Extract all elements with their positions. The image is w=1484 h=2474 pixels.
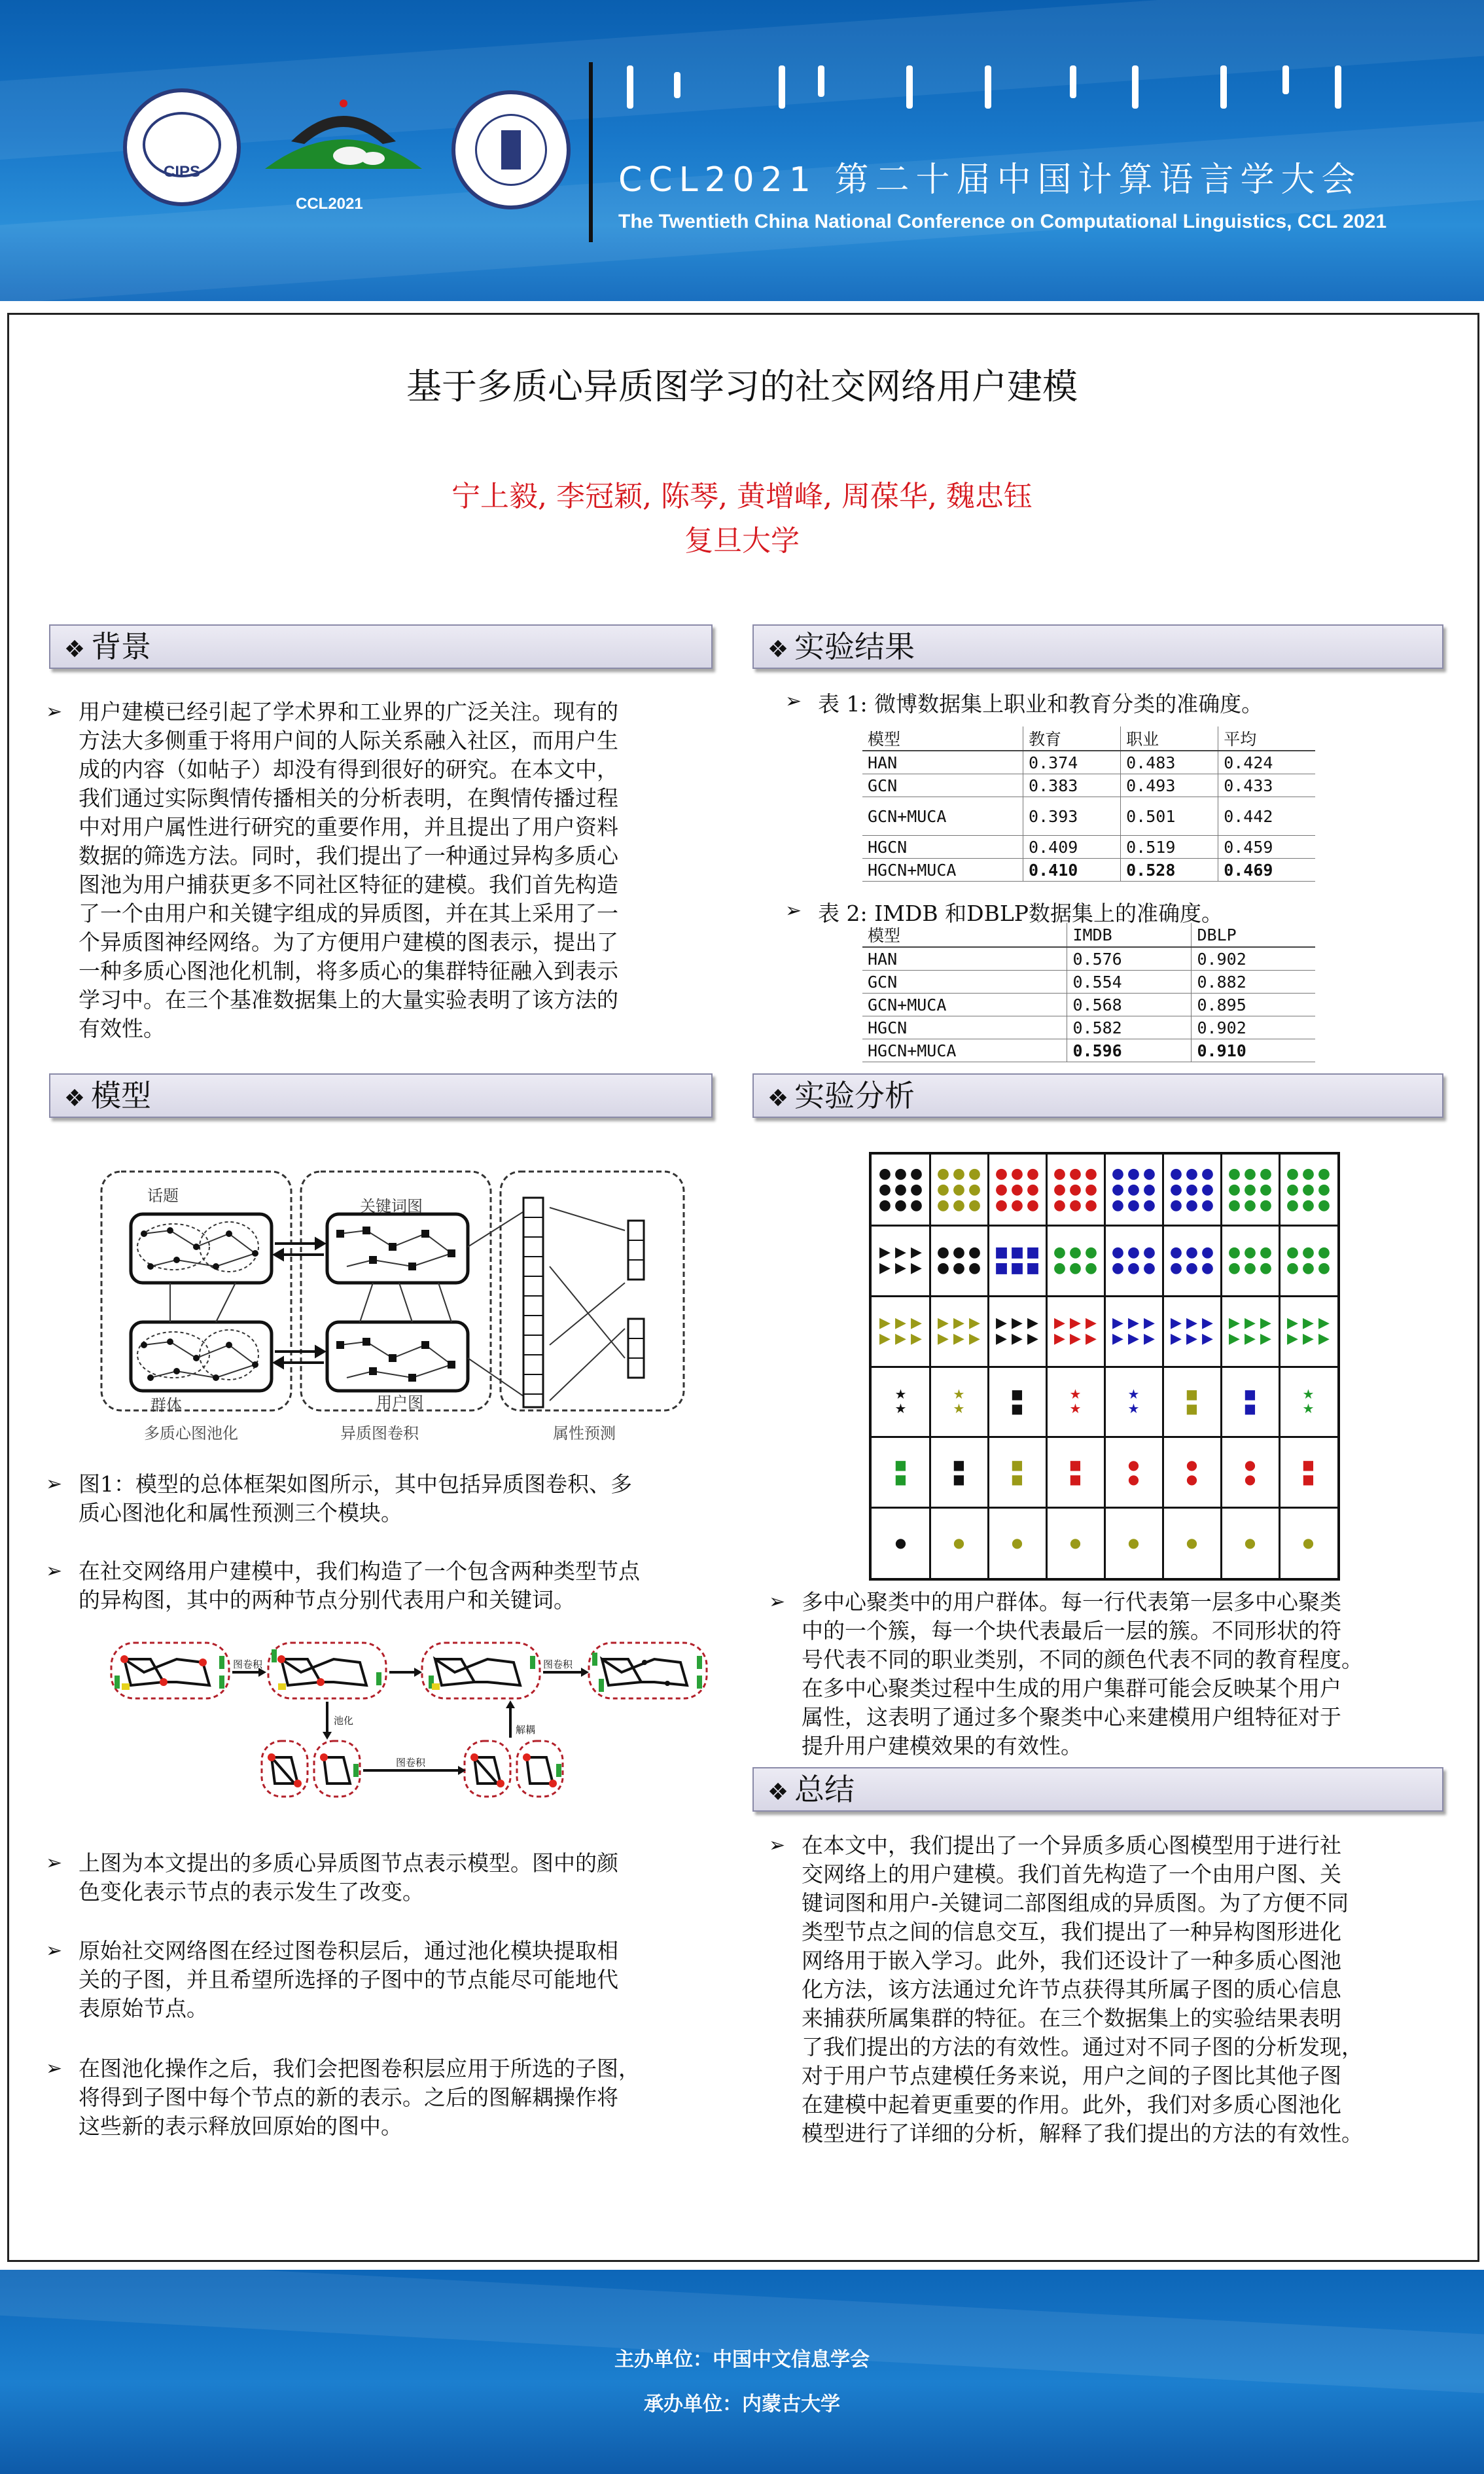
cluster-cell-dot-icon: ● ● ● ● ● ● ● ● ● — [1286, 1165, 1331, 1213]
cluster-cell-star-icon: ★ ★ — [894, 1386, 907, 1417]
cluster-cell-star-icon: ★ ★ — [1302, 1386, 1315, 1417]
table-cell: 0.528 — [1121, 859, 1218, 882]
diamond-bullet-icon: ❖ — [63, 636, 86, 663]
text-line: 在图池化操作之后，我们会把图卷积层应用于所选的子图， — [79, 2056, 640, 2081]
text-line: 关的子图，并且希望所选择的子图中的节点能尽可能地代 — [79, 1967, 618, 1992]
cluster-cell-dot-icon: ● — [1011, 1535, 1023, 1551]
table-row — [862, 1039, 1315, 1062]
figure-label-keyword-graph: 关键词图 — [360, 1197, 423, 1215]
table-header-cell: 模型 — [862, 923, 1067, 947]
text-line: 原始社交网络图在经过图卷积层后，通过池化模块提取相 — [79, 1938, 618, 1963]
conference-header — [0, 0, 1484, 301]
table-cell: GCN+MUCA — [862, 994, 1067, 1016]
text-line: 用户建模已经引起了学术界和工业界的广泛关注。现有的 — [79, 699, 618, 725]
text-line: 成的内容（如帖子）却没有得到很好的研究。在本文中， — [79, 757, 618, 782]
analysis-text — [802, 1588, 1363, 1761]
cluster-cell-dot-icon: ● ● ● ● ● ● ● ● ● — [936, 1165, 981, 1213]
text-line: 我们通过实际舆情传播相关的分析表明，在舆情传播过程 — [79, 785, 618, 811]
table-cell: HGCN+MUCA — [862, 1039, 1067, 1062]
arrow-bullet-icon: ➢ — [46, 1939, 63, 1962]
table-header-row — [862, 726, 1315, 751]
table-header-cell: 模型 — [862, 726, 1023, 751]
table-row — [862, 774, 1315, 797]
table-row — [862, 1016, 1315, 1039]
table-cell: 0.882 — [1192, 971, 1315, 994]
table-header-cell: 教育 — [1023, 726, 1121, 751]
table-cell: 0.410 — [1023, 859, 1121, 882]
arrow-bullet-icon: ➢ — [46, 1473, 63, 1496]
text-line: 数据的筛选方法。同时，我们提出了一种通过异构多质心 — [79, 843, 618, 869]
grid-row-divider — [872, 1507, 1337, 1509]
cluster-cell-sq-icon: ■ ■ — [1186, 1386, 1198, 1417]
table-cell: 0.519 — [1121, 836, 1218, 859]
table-header-cell: DBLP — [1192, 923, 1315, 947]
text-line: 学习中。在三个基准数据集上的大量实验表明了该方法的 — [79, 987, 618, 1013]
table-cell: 0.409 — [1023, 836, 1121, 859]
text-line: 个异质图神经网络。为了方便用户建模的图表示，提出了 — [79, 929, 618, 955]
text-line: 将得到子图中每个节点的新的表示。之后的图解耦操作将 — [79, 2085, 618, 2110]
diamond-bullet-icon: ❖ — [767, 636, 789, 663]
model-para-pooling — [79, 1937, 618, 2023]
pipeline-label-conv1: 图卷积 — [233, 1658, 263, 1670]
figure-label-attribute-prediction: 属性预测 — [553, 1424, 616, 1443]
table-cell: 0.554 — [1067, 971, 1192, 994]
cluster-cell-tri-icon: ▶ ▶ ▶ ▶ ▶ ▶ — [1229, 1314, 1271, 1347]
text-line: 交网络上的用户建模。我们首先构造了一个由用户图、关 — [802, 1861, 1341, 1887]
table-cell: HGCN — [862, 836, 1023, 859]
paper-affiliation: 复旦大学 — [684, 524, 800, 558]
text-line: 在建模中起着更重要的作用。此外，我们对多质心图池化 — [802, 2092, 1341, 2117]
model-para-decoupling — [79, 2054, 640, 2141]
table-cell: 0.424 — [1218, 751, 1315, 774]
table-cell: 0.902 — [1192, 1016, 1315, 1039]
table-cell: 0.568 — [1067, 994, 1192, 1016]
cluster-cell-star-icon: ★ ★ — [1069, 1386, 1082, 1417]
table-cell: 0.902 — [1192, 947, 1315, 971]
table-row — [862, 859, 1315, 882]
cluster-cell-dot-icon: ● ● ● ● ● ● ● ● ● — [878, 1165, 923, 1213]
cluster-cell-tri-icon: ▶ ▶ ▶ ▶ ▶ ▶ — [1112, 1314, 1155, 1347]
arrow-bullet-icon: ➢ — [46, 1852, 63, 1874]
table-row — [862, 797, 1315, 836]
diamond-bullet-icon: ❖ — [767, 1085, 789, 1112]
cluster-cell-star-icon: ★ ★ — [1127, 1386, 1140, 1417]
cluster-cell-tri-icon: ▶ ▶ ▶ ▶ ▶ ▶ — [879, 1244, 922, 1276]
cluster-cell-tri-icon: ▶ ▶ ▶ ▶ ▶ ▶ — [1054, 1314, 1097, 1347]
figure-label-multi-centroid-pooling: 多质心图池化 — [144, 1424, 238, 1443]
paper-authors: 宁上毅, 李冠颖, 陈琴, 黄增峰, 周葆华, 魏忠钰 — [451, 480, 1033, 513]
table-cell: GCN+MUCA — [862, 797, 1023, 836]
text-line: 质心图池化和属性预测三个模块。 — [79, 1500, 402, 1526]
cluster-cell-dot-icon: ● ● ● ● ● ● — [1169, 1244, 1214, 1276]
inner-mongolia-university-logo — [451, 90, 571, 209]
grid-row-divider — [872, 1295, 1337, 1297]
cluster-cell-dot-icon: ● — [953, 1535, 965, 1551]
pipeline-label-pool: 池化 — [334, 1715, 354, 1727]
text-line: 化方法，该方法通过允许节点获得其所属子图的质心信息 — [802, 1977, 1341, 2002]
text-line: 的异构图，其中的两种节点分别代表用户和关键词。 — [79, 1587, 575, 1613]
text-line: 键词图和用户-关键词二部图组成的异质图。为了方便不同 — [802, 1890, 1349, 1916]
text-line: 这些新的表示释放回原始的图中。 — [79, 2113, 402, 2139]
cluster-cell-dot-icon: ● ● ● ● ● ● ● ● ● — [1111, 1165, 1156, 1213]
table2-imdb-dblp-accuracy — [862, 923, 1315, 1062]
arrow-bullet-icon: ➢ — [46, 700, 63, 723]
header-divider — [589, 62, 593, 242]
ccl2021-logo-label: CCL2021 — [296, 195, 363, 213]
cluster-cell-dot-icon: ● ● — [1127, 1457, 1140, 1488]
table1-caption: 表 1: 微博数据集上职业和教育分类的准确度。 — [818, 691, 1263, 717]
text-line: 来捕获所属集群的特征。在三个数据集上的实验结果表明 — [802, 2005, 1341, 2031]
cluster-cell-dot-icon: ● ● ● ● ● ● ● ● ● — [1169, 1165, 1214, 1213]
ccl2021-logo — [252, 90, 435, 188]
cluster-cell-dot-icon: ● ● ● ● ● ● — [936, 1244, 981, 1276]
table-cell: 0.459 — [1218, 836, 1315, 859]
table-cell: HGCN+MUCA — [862, 859, 1023, 882]
text-line: 了我们提出的方法的有效性。通过对不同子图的分析发现， — [802, 2034, 1363, 2060]
text-line: 在社交网络用户建模中，我们构造了一个包含两种类型节点 — [79, 1558, 640, 1584]
table-cell: 0.393 — [1023, 797, 1121, 836]
cluster-cell-dot-icon: ● ● ● ● ● ● — [1286, 1244, 1331, 1276]
footer-organizer: 承办单位：内蒙古大学 — [644, 2393, 840, 2416]
cluster-cell-tri-icon: ▶ ▶ ▶ ▶ ▶ ▶ — [1287, 1314, 1330, 1347]
conference-title-cn: CCL2021 第二十届中国计算语言学大会 — [618, 160, 1362, 200]
cluster-cell-dot-icon: ● — [894, 1535, 907, 1551]
cluster-cell-star-icon: ★ ★ — [953, 1386, 965, 1417]
text-line: 属性，这表明了通过多个聚类中心来建模用户组特征对于 — [802, 1704, 1341, 1730]
conclusion-text — [802, 1831, 1363, 2148]
table-cell: 0.383 — [1023, 774, 1121, 797]
cluster-visualization-grid — [869, 1152, 1340, 1581]
diamond-bullet-icon: ❖ — [63, 1085, 86, 1112]
cluster-cell-tri-icon: ▶ ▶ ▶ ▶ ▶ ▶ — [879, 1314, 922, 1347]
paper-title: 基于多质心异质图学习的社交网络用户建模 — [406, 366, 1078, 407]
cluster-cell-sq-icon: ■ ■ — [1011, 1386, 1023, 1417]
table-cell: 0.469 — [1218, 859, 1315, 882]
figure-label-heterogeneous-conv: 异质图卷积 — [340, 1424, 419, 1443]
text-line: 在多中心聚类过程中生成的用户集群可能会反映某个用户 — [802, 1676, 1341, 1701]
cluster-cell-sq-icon: ■ ■ ■ ■ ■ ■ — [995, 1244, 1040, 1276]
cluster-cell-dot-icon: ● — [1302, 1535, 1315, 1551]
text-line: 类型节点之间的信息交互，我们提出了一种异构图形进化 — [802, 1919, 1341, 1945]
table-row — [862, 971, 1315, 994]
cluster-cell-dot-icon: ● — [1244, 1535, 1256, 1551]
cluster-cell-dot-icon: ● ● — [1186, 1457, 1198, 1488]
cluster-cell-tri-icon: ▶ ▶ ▶ ▶ ▶ ▶ — [1171, 1314, 1213, 1347]
text-line: 提升用户建模效果的有效性。 — [802, 1733, 1082, 1759]
text-line: 表原始节点。 — [79, 1996, 208, 2021]
model-framework-figure — [98, 1168, 687, 1446]
cluster-cell-dot-icon: ● ● ● ● ● ● ● ● ● — [1228, 1165, 1273, 1213]
cluster-cell-sq-icon: ■ ■ — [894, 1457, 907, 1488]
figure-label-group: 群体 — [150, 1396, 182, 1414]
text-line: 多中心聚类中的用户群体。每一行代表第一层多中心聚类 — [802, 1589, 1341, 1615]
text-line: 色变化表示节点的表示发生了改变。 — [79, 1879, 424, 1905]
text-line: 对于用户节点建模任务来说，用户之间的子图比其他子图 — [802, 2063, 1341, 2089]
table-row — [862, 994, 1315, 1016]
model-para-heterograph — [79, 1557, 640, 1615]
text-line: 上图为本文提出的多质心异质图节点表示模型。图中的颜 — [79, 1850, 618, 1876]
table-cell: HAN — [862, 947, 1067, 971]
pipeline-label-decouple: 解耦 — [516, 1724, 536, 1736]
table-cell: HGCN — [862, 1016, 1067, 1039]
cluster-cell-sq-icon: ■ ■ — [1069, 1457, 1082, 1488]
grid-row-divider — [872, 1225, 1337, 1227]
arrow-bullet-icon: ➢ — [785, 899, 802, 922]
text-line: 号代表不同的职业类别，不同的颜色代表不同的教育程度。 — [802, 1647, 1363, 1672]
table-cell: GCN — [862, 774, 1023, 797]
pipeline-label-conv2: 图卷积 — [543, 1658, 573, 1670]
table-cell: 0.442 — [1218, 797, 1315, 836]
cluster-cell-sq-icon: ■ ■ — [1302, 1457, 1315, 1488]
section-header-analysis: ❖ 实验分析 — [752, 1073, 1443, 1118]
cluster-cell-dot-icon: ● — [1127, 1535, 1140, 1551]
table-cell: 0.374 — [1023, 751, 1121, 774]
table2-caption: 表 2: IMDB 和DBLP数据集上的准确度。 — [818, 901, 1223, 926]
cips-logo-label: CIPS — [163, 163, 200, 181]
cluster-cell-dot-icon: ● ● ● ● ● ● — [1053, 1244, 1098, 1276]
conference-footer — [0, 2270, 1484, 2474]
text-line: 在本文中，我们提出了一个异质多质心图模型用于进行社 — [802, 1833, 1341, 1858]
cluster-cell-sq-icon: ■ ■ — [1011, 1457, 1023, 1488]
figure-label-topic: 话题 — [147, 1187, 179, 1205]
arrow-bullet-icon: ➢ — [46, 1560, 63, 1583]
table-row — [862, 947, 1315, 971]
cluster-cell-dot-icon: ● ● ● ● ● ● — [1111, 1244, 1156, 1276]
text-line: 中对用户属性进行研究的重要作用，并且提出了用户资料 — [79, 814, 618, 840]
grid-row-divider — [872, 1366, 1337, 1368]
table-row — [862, 836, 1315, 859]
table-cell: 0.582 — [1067, 1016, 1192, 1039]
arrow-bullet-icon: ➢ — [785, 690, 802, 713]
conference-title-en: The Twentieth China National Conference on Computational Linguistics, CCL 2021 — [618, 211, 1387, 232]
table-cell: 0.493 — [1121, 774, 1218, 797]
table-cell: 0.501 — [1121, 797, 1218, 836]
section-header-conclusion: ❖ 总结 — [752, 1767, 1443, 1812]
section-header-background: ❖ 背景 — [49, 624, 713, 669]
cluster-cell-dot-icon: ● ● ● ● ● ● ● ● ● — [1053, 1165, 1098, 1213]
cluster-cell-sq-icon: ■ ■ — [1244, 1386, 1256, 1417]
table-cell: 0.596 — [1067, 1039, 1192, 1062]
text-line: 有效性。 — [79, 1016, 165, 1041]
table-row — [862, 751, 1315, 774]
footer-host: 主办单位：中国中文信息学会 — [614, 2348, 870, 2371]
table1-weibo-accuracy — [862, 726, 1315, 882]
section-header-model: ❖ 模型 — [49, 1073, 713, 1118]
text-line: 一种多质心图池化机制，将多质心的集群特征融入到表示 — [79, 958, 618, 984]
arrow-bullet-icon: ➢ — [769, 1834, 786, 1857]
graph-pooling-pipeline-figure — [105, 1636, 713, 1813]
model-para-figure-note — [79, 1849, 618, 1907]
text-line: 了一个由用户和关键字组成的异质图，并在其上采用了一 — [79, 901, 618, 926]
table-header-row — [862, 923, 1315, 947]
table-cell: 0.576 — [1067, 947, 1192, 971]
grid-row-divider — [872, 1436, 1337, 1438]
cluster-cell-dot-icon: ● — [1186, 1535, 1198, 1551]
table-header-cell: 职业 — [1121, 726, 1218, 751]
cluster-cell-tri-icon: ▶ ▶ ▶ ▶ ▶ ▶ — [996, 1314, 1038, 1347]
background-text — [79, 698, 618, 1043]
cluster-cell-dot-icon: ● ● ● ● ● ● ● ● ● — [995, 1165, 1040, 1213]
text-line: 图池为用户捕获更多不同社区特征的建模。我们首先构造 — [79, 872, 618, 897]
table-cell: 0.910 — [1192, 1039, 1315, 1062]
text-line: 网络用于嵌入学习。此外，我们还设计了一种多质心图池 — [802, 1948, 1341, 1973]
text-line: 图1：模型的总体框架如图所示，其中包括异质图卷积、多 — [79, 1471, 632, 1497]
cluster-cell-dot-icon: ● — [1069, 1535, 1082, 1551]
arrow-bullet-icon: ➢ — [769, 1590, 786, 1613]
table-cell: 0.433 — [1218, 774, 1315, 797]
cluster-cell-sq-icon: ■ ■ — [953, 1457, 965, 1488]
table-cell: 0.483 — [1121, 751, 1218, 774]
table-header-cell: 平均 — [1218, 726, 1315, 751]
table-cell: HAN — [862, 751, 1023, 774]
cluster-cell-dot-icon: ● ● — [1244, 1457, 1256, 1488]
arrow-bullet-icon: ➢ — [46, 2057, 63, 2080]
diamond-bullet-icon: ❖ — [767, 1779, 789, 1806]
table-cell: 0.895 — [1192, 994, 1315, 1016]
text-line: 方法大多侧重于将用户间的人际关系融入社区，而用户生 — [79, 728, 618, 753]
pipeline-label-conv3: 图卷积 — [396, 1757, 426, 1768]
figure-label-user-graph: 用户图 — [376, 1393, 423, 1412]
table-header-cell: IMDB — [1067, 923, 1192, 947]
cluster-cell-dot-icon: ● ● ● ● ● ● — [1228, 1244, 1273, 1276]
table-cell: GCN — [862, 971, 1067, 994]
cluster-cell-tri-icon: ▶ ▶ ▶ ▶ ▶ ▶ — [938, 1314, 980, 1347]
text-line: 中的一个簇，每一个块代表最后一层的簇。不同形状的符 — [802, 1618, 1341, 1643]
text-line: 模型进行了详细的分析，解释了我们提出的方法的有效性。 — [802, 2121, 1363, 2146]
model-fig1-caption — [79, 1470, 632, 1528]
cips-logo — [123, 88, 241, 206]
section-header-results: ❖ 实验结果 — [752, 624, 1443, 669]
